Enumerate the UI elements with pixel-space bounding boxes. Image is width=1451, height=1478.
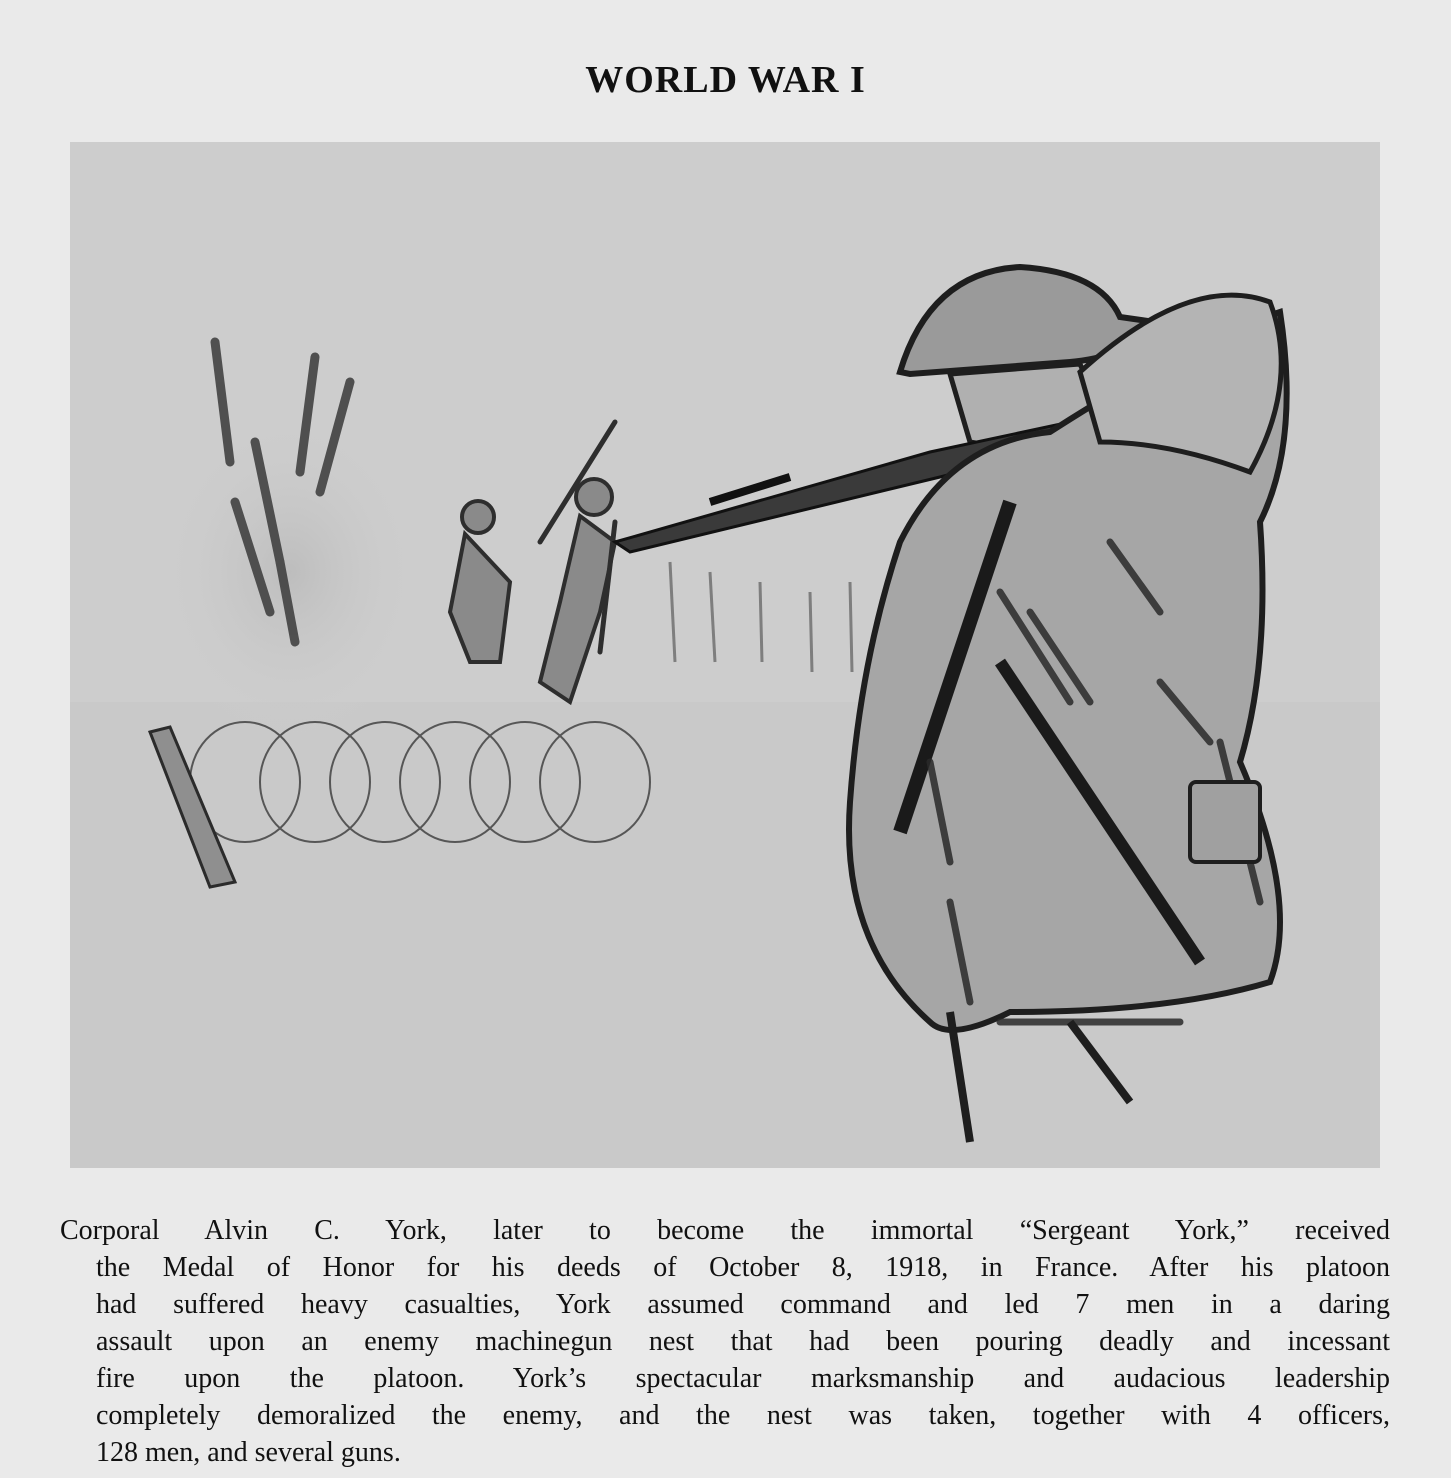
caption-line: had suffered heavy casualties, York assumed command and led 7 men in a daring xyxy=(96,1289,1390,1320)
illustration-drawing xyxy=(70,142,1380,1168)
caption-line: 128 men, and several guns. xyxy=(96,1437,401,1468)
caption-line: the Medal of Honor for his deeds of October 8, 1918, in France. After his platoon xyxy=(96,1252,1390,1283)
soldier-illustration xyxy=(70,142,1380,1168)
caption-line: Corporal Alvin C. York, later to become the immortal “Sergeant York,” received xyxy=(60,1215,1390,1246)
caption-line: assault upon an enemy machinegun nest that had been pouring deadly and incessant xyxy=(96,1326,1390,1357)
page-title: WORLD WAR I xyxy=(585,59,866,101)
caption-line: completely demoralized the enemy, and the nest was taken, together with 4 officers, xyxy=(96,1400,1390,1431)
illustration-caption xyxy=(60,1212,1390,1471)
caption-line: fire upon the platoon. York’s spectacular marksmanship and audacious leadership xyxy=(96,1363,1390,1394)
